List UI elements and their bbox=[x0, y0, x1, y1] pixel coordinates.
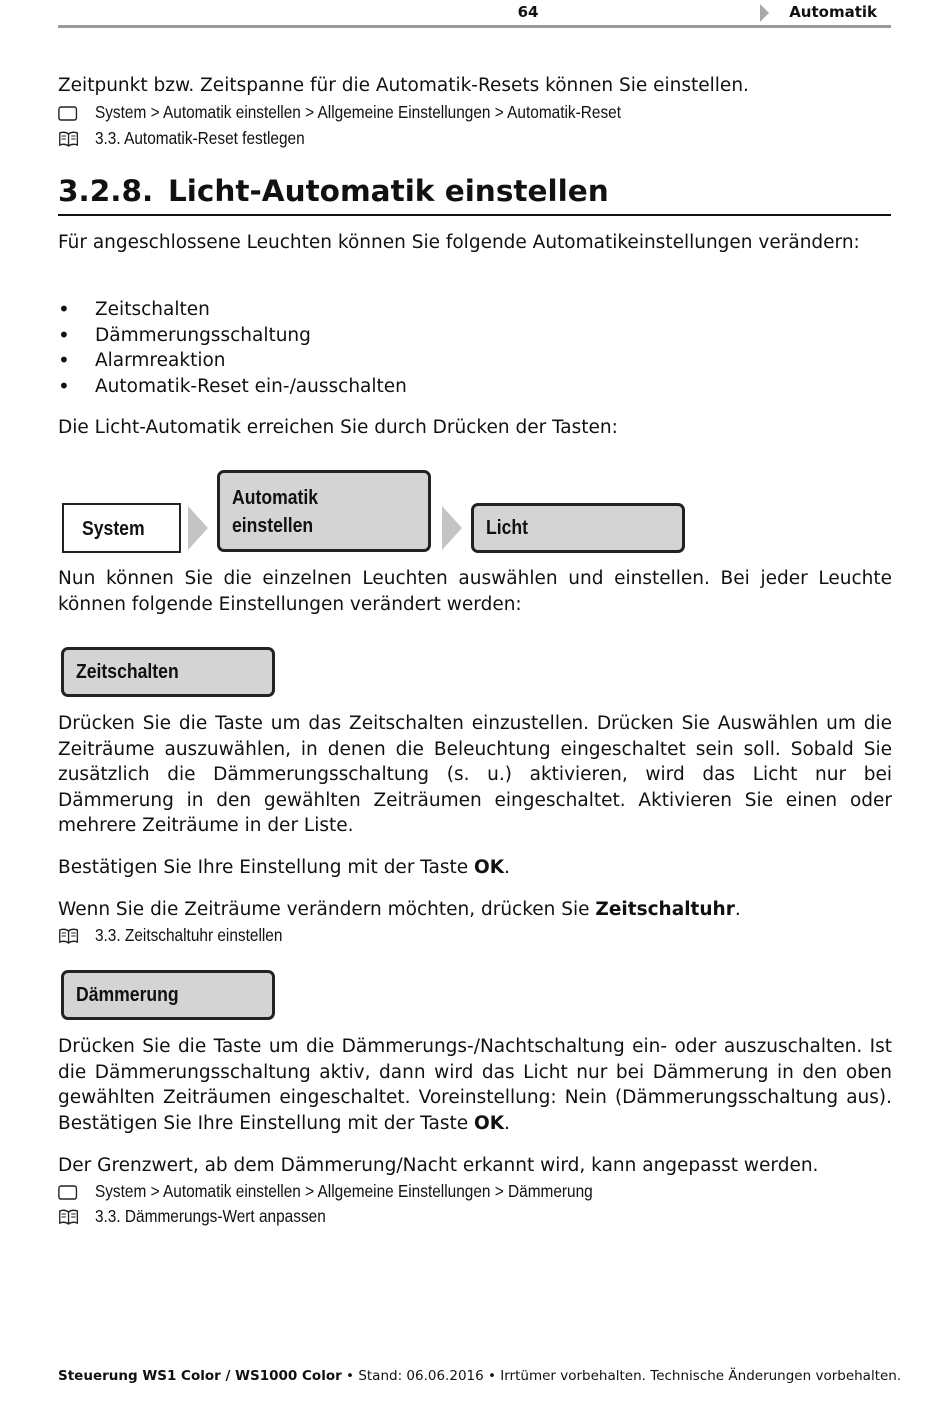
key-label: Dämmerung bbox=[76, 984, 179, 1006]
open-book-icon bbox=[58, 130, 79, 152]
footer-separator: • bbox=[341, 1368, 359, 1384]
key-label: Licht bbox=[486, 517, 529, 539]
zeitschalten-key[interactable] bbox=[61, 647, 275, 697]
list-item: • Zeitschalten bbox=[58, 297, 407, 323]
zeitschaltuhr-key-name: Zeitschaltuhr bbox=[595, 899, 735, 920]
lead-paragraph: Für angeschlossene Leuchten können Sie folgende Automatikeinstellungen verändern: bbox=[58, 232, 860, 253]
open-book-icon bbox=[58, 927, 79, 949]
list-item: • Automatik-Reset ein-/ausschalten bbox=[58, 374, 407, 400]
menu-path-text: System > Automatik einstellen > Allgemeine Einstellungen > Automatik-Reset bbox=[94, 102, 621, 122]
confirm-prefix: Bestätigen Sie Ihre Einstellung mit der Taste bbox=[58, 857, 475, 878]
heading-title: Licht-Automatik einstellen bbox=[168, 174, 609, 208]
section-arrow-icon bbox=[760, 4, 769, 22]
licht-key[interactable] bbox=[471, 503, 685, 553]
key-label: System bbox=[82, 518, 145, 540]
automatik-einstellen-key[interactable] bbox=[217, 470, 431, 552]
manual-ref-text: 3.3. Zeitschaltuhr einstellen bbox=[94, 925, 283, 945]
key-label-line1: Automatik bbox=[232, 487, 319, 509]
daemmerung-paragraph bbox=[58, 1034, 892, 1136]
key-label-line2: einstellen bbox=[232, 515, 314, 537]
manual-ref-text: 3.3. Dämmerungs-Wert anpassen bbox=[94, 1206, 326, 1226]
list-item: • Dämmerungsschaltung bbox=[58, 323, 407, 349]
footer-product: Steuerung WS1 Color / WS1000 Color bbox=[58, 1368, 342, 1384]
threshold-paragraph: Der Grenzwert, ab dem Dämmerung/Nacht erkannt wird, kann angepasst werden. bbox=[58, 1155, 819, 1176]
manual-ref-text: 3.3. Automatik-Reset festlegen bbox=[94, 128, 305, 148]
page-footer bbox=[58, 1367, 902, 1385]
reset-text: Zeitpunkt bzw. Zeitspanne für die Automatik-Resets können Sie einstellen. bbox=[58, 75, 749, 96]
footer-stand: Stand: 06.06.2016 bbox=[358, 1368, 484, 1384]
ok-key-name: OK bbox=[474, 857, 505, 878]
change-paragraph bbox=[58, 897, 892, 923]
flow-arrow-icon bbox=[442, 506, 462, 550]
display-screen-icon bbox=[58, 104, 77, 126]
flow-arrow-icon bbox=[188, 506, 208, 550]
daemmerung-key[interactable] bbox=[61, 970, 275, 1020]
page-header bbox=[58, 0, 891, 28]
section-heading bbox=[58, 172, 891, 216]
zeitschalten-paragraph: Drücken Sie die Taste um das Zeitschalten einzustellen. Drücken Sie Auswählen um die Zeiträume auszuwählen, in denen die Beleuchtung eingeschaltet sein soll. Sobald Sie zusätzlich die Dämmerungsschaltung (s. u.) aktivieren, wird das Licht nur bei Dämmerung in den gewählten Zeiträumen eingeschaltet. Aktivieren Sie einen oder mehrere Zeiträume in der Liste. bbox=[58, 713, 892, 837]
footer-separator: • bbox=[483, 1368, 501, 1384]
list-item: • Alarmreaktion bbox=[58, 348, 407, 374]
heading-number: 3.2.8. bbox=[58, 174, 154, 208]
daemmerung-text: Drücken Sie die Taste um die Dämmerungs-/Nachtschaltung ein- oder auszuschalten. Ist die Dämmerungsschaltung aktiv, dann wird das Licht nur bei Dämmerung in den oben gewählten Zeiträumen eingeschaltet. Voreinstellung: Nein (Dämmerungsschaltung aus). Bestätigen Sie Ihre Einstellung mit der Taste bbox=[58, 1036, 892, 1134]
menu-path-text: System > Automatik einstellen > Allgemeine Einstellungen > Dämmerung bbox=[94, 1181, 593, 1201]
section-tag: Automatik bbox=[789, 3, 877, 21]
open-book-icon bbox=[58, 1208, 79, 1230]
key-label: Zeitschalten bbox=[76, 661, 179, 683]
page-number: 64 bbox=[517, 3, 539, 21]
change-prefix: Wenn Sie die Zeiträume verändern möchten, drücken Sie bbox=[58, 899, 596, 920]
confirm-paragraph bbox=[58, 855, 892, 881]
system-key[interactable] bbox=[62, 503, 181, 553]
display-screen-icon bbox=[58, 1183, 77, 1205]
change-suffix: . bbox=[734, 899, 741, 920]
select-paragraph: Nun können Sie die einzelnen Leuchten auswählen und einstellen. Bei jeder Leuchte können folgende Einstellungen verändert werden: bbox=[58, 568, 892, 615]
daemmerung-suffix: . bbox=[504, 1112, 510, 1134]
ok-key-name: OK bbox=[474, 1112, 505, 1134]
settings-list bbox=[58, 297, 407, 399]
keys-intro: Die Licht-Automatik erreichen Sie durch Drücken der Tasten: bbox=[58, 417, 618, 438]
footer-disclaimer: Irrtümer vorbehalten. Technische Änderungen vorbehalten. bbox=[500, 1368, 902, 1384]
confirm-suffix: . bbox=[504, 857, 510, 878]
